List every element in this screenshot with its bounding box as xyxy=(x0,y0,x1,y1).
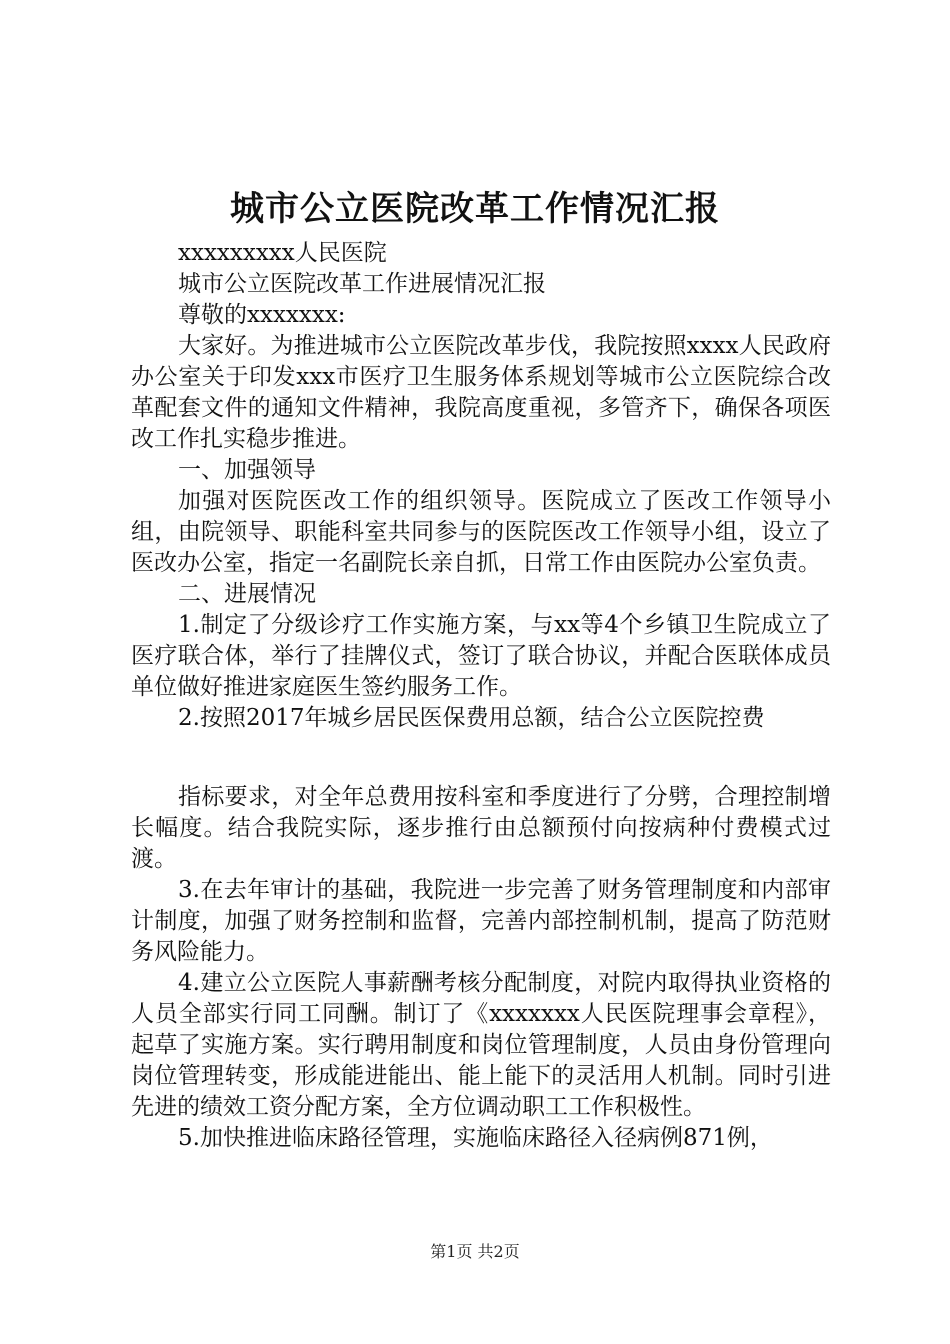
leadership-paragraph: 加强对医院医改工作的组织领导。医院成立了医改工作领导小组，由院领导、职能科室共同参与的医院医改工作领导小组，设立了医改办公室，指定一名副院长亲自抓，日常工作由医院办公室负责。 xyxy=(131,488,831,576)
report-subtitle: 城市公立医院改革工作进展情况汇报 xyxy=(178,271,546,297)
section-heading-progress: 二、进展情况 xyxy=(178,581,316,607)
body-section-upper xyxy=(131,238,831,734)
salutation: 尊敬的xxxxxxx: xyxy=(178,302,346,328)
hospital-name: xxxxxxxxx人民医院 xyxy=(178,240,387,266)
body-section-lower xyxy=(131,782,831,1154)
intro-paragraph: 大家好。为推进城市公立医院改革步伐，我院按照xxxx人民政府办公室关于印发xxx市医疗卫生服务体系规划等城市公立医院综合改革配套文件的通知文件精神，我院高度重视，多管齐下，确保各项医改工作扎实稳步推进。 xyxy=(131,333,831,452)
progress-item-1: 1.制定了分级诊疗工作实施方案，与xx等4个乡镇卫生院成立了医疗联合体，举行了挂牌仪式，签订了联合协议，并配合医联体成员单位做好推进家庭医生签约服务工作。 xyxy=(131,612,831,700)
progress-item-5-start: 5.加快推进临床路径管理，实施临床路径入径病例871例， xyxy=(178,1125,773,1151)
progress-item-2-start: 2.按照2017年城乡居民医保费用总额，结合公立医院控费 xyxy=(178,705,765,731)
progress-item-2-continued: 指标要求，对全年总费用按科室和季度进行了分劈，合理控制增长幅度。结合我院实际，逐步推行由总额预付向按病种付费模式过渡。 xyxy=(131,784,831,872)
document-title: 城市公立医院改革工作情况汇报 xyxy=(230,189,720,229)
progress-item-4: 4.建立公立医院人事薪酬考核分配制度，对院内取得执业资格的人员全部实行同工同酬。制订了《xxxxxxx人民医院理事会章程》，起草了实施方案。实行聘用制度和岗位管理制度，人员由身份管理向岗位管理转变，形成能进能出、能上能下的灵活用人机制。同时引进先进的绩效工资分配方案，全方位调动职工工作积极性。 xyxy=(131,970,831,1120)
progress-item-3: 3.在去年审计的基础，我院进一步完善了财务管理制度和内部审计制度，加强了财务控制和监督，完善内部控制机制，提高了防范财务风险能力。 xyxy=(131,877,831,965)
section-heading-leadership: 一、加强领导 xyxy=(178,457,316,483)
page-footer: 第1页 共2页 xyxy=(430,1242,520,1261)
